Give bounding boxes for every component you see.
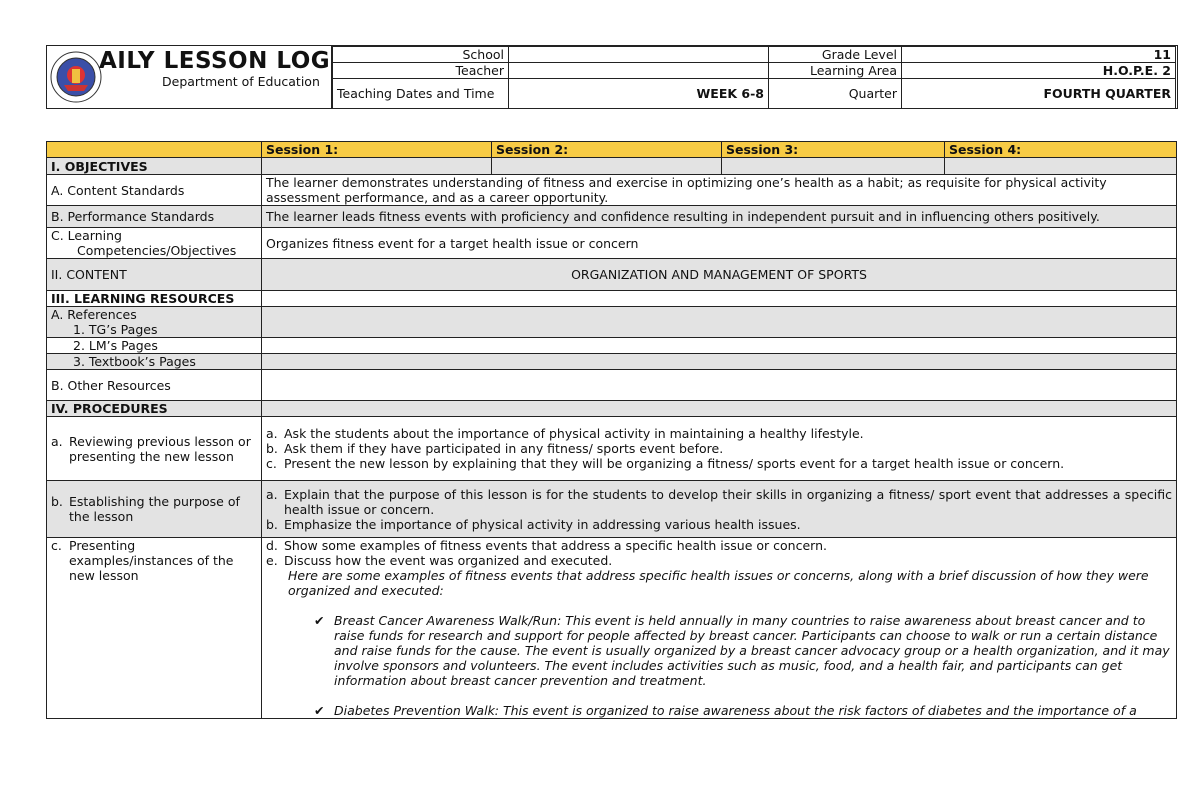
content-standards-text: The learner demonstrates understanding of fitness and exercise in optimizing one’s health as a habit; as requisite for physical activity assessment performance, and as a career opportunity. <box>262 175 1177 206</box>
lesson-log-table <box>46 141 1177 719</box>
other-resources-cell <box>262 370 1177 401</box>
session-header-row <box>47 142 1177 158</box>
purpose-item <box>266 487 1172 517</box>
content-standards-label: A. Content Standards <box>47 175 262 206</box>
tg-pages-label: 1. TG’s Pages <box>73 322 158 337</box>
presenting-label-marker: c. <box>51 538 62 553</box>
presenting-label <box>47 538 262 719</box>
objectives-cell-2 <box>492 158 722 175</box>
content-standards-row <box>47 175 1177 206</box>
header-title-block <box>47 46 332 108</box>
review-item-text: Ask them if they have participated in any fitness/ sports event before. <box>284 441 724 456</box>
purpose-label-marker: b. <box>51 494 63 509</box>
review-label-item <box>51 434 257 464</box>
purpose-item-text: Emphasize the importance of physical activity in addressing various health issues. <box>284 516 801 532</box>
lm-pages-row <box>47 338 1177 354</box>
presenting-item-text: Show some examples of fitness events that address a specific health issue or concern. <box>284 538 827 553</box>
performance-standards-row <box>47 206 1177 228</box>
content-label: II. CONTENT <box>47 259 262 291</box>
learning-resources-cell <box>262 291 1177 307</box>
department-name: Department of Education <box>162 74 320 89</box>
purpose-item <box>266 517 1172 532</box>
session-1-header: Session 1: <box>262 142 492 158</box>
presenting-item <box>266 538 1172 553</box>
review-item <box>266 426 1172 441</box>
purpose-item-marker: b. <box>266 516 278 532</box>
quarter-value: FOURTH QUARTER <box>902 79 1176 109</box>
review-item-text: Present the new lesson by explaining that they will be organizing a fitness/ sports event for a target health issue or concern. <box>284 456 1065 471</box>
presenting-item <box>266 553 1172 568</box>
purpose-label-text: Establishing the purpose of the lesson <box>69 494 240 524</box>
objectives-cell-1 <box>262 158 492 175</box>
school-value <box>509 47 769 63</box>
presenting-item-marker: d. <box>266 538 278 553</box>
example-spacer <box>266 688 1172 703</box>
procedures-heading: IV. PROCEDURES <box>47 401 262 417</box>
session-3-header: Session 3: <box>722 142 945 158</box>
objectives-cell-3 <box>722 158 945 175</box>
presenting-spacer <box>266 598 1172 613</box>
presenting-label-item <box>51 538 257 583</box>
performance-standards-text: The learner leads fitness events with proficiency and confidence resulting in independent pursuit and in influencing others positively. <box>262 206 1177 228</box>
content-text: ORGANIZATION AND MANAGEMENT OF SPORTS <box>262 259 1177 291</box>
textbook-pages-cell <box>262 354 1177 370</box>
objectives-row <box>47 158 1177 175</box>
objectives-heading: I. OBJECTIVES <box>47 158 262 175</box>
lesson-log-header <box>46 45 1178 109</box>
references-heading: A. References <box>51 307 137 322</box>
grade-level-value: 11 <box>902 47 1176 63</box>
purpose-items <box>262 481 1177 538</box>
competencies-label-line-2: Competencies/Objectives <box>77 243 237 258</box>
presenting-content <box>262 538 1177 719</box>
session-4-header: Session 4: <box>945 142 1177 158</box>
example-item <box>314 613 1172 688</box>
review-label-marker: a. <box>51 433 63 449</box>
session-header-blank <box>47 142 262 158</box>
review-item-text: Ask the students about the importance of physical activity in maintaining a healthy lifestyle. <box>284 426 864 441</box>
purpose-label <box>47 481 262 538</box>
performance-standards-label: B. Performance Standards <box>47 206 262 228</box>
teaching-dates-label: Teaching Dates and Time <box>333 79 509 109</box>
purpose-item-text: Explain that the purpose of this lesson is for the students to develop their skills in organizing a fitness/ sport event that addresses a specific health issue or concern. <box>284 486 1172 517</box>
example-item <box>314 703 1172 718</box>
teacher-label: Teacher <box>333 63 509 79</box>
purpose-item-marker: a. <box>266 486 278 502</box>
teacher-value <box>509 63 769 79</box>
purpose-label-item <box>51 494 257 524</box>
content-row <box>47 259 1177 291</box>
quarter-label: Quarter <box>769 79 902 109</box>
competencies-text: Organizes fitness event for a target health issue or concern <box>262 228 1177 259</box>
review-item-marker: c. <box>266 456 277 471</box>
lm-pages-label: 2. LM’s Pages <box>47 338 262 354</box>
deped-seal-icon <box>50 51 102 103</box>
learning-area-label: Learning Area <box>769 63 902 79</box>
competencies-label <box>47 228 262 259</box>
other-resources-row <box>47 370 1177 401</box>
presenting-label-text: Presenting examples/instances of the new lesson <box>69 538 234 583</box>
review-label-text: Reviewing previous lesson or presenting the new lesson <box>69 433 251 464</box>
objectives-cell-4 <box>945 158 1177 175</box>
review-item <box>266 441 1172 456</box>
presenting-item-marker: e. <box>266 553 278 568</box>
lesson-log-title: AILY LESSON LOG <box>99 48 331 74</box>
grade-level-label: Grade Level <box>769 47 902 63</box>
presenting-item-text: Discuss how the event was organized and executed. <box>284 553 613 568</box>
procedures-row <box>47 401 1177 417</box>
review-item <box>266 456 1172 471</box>
textbook-pages-row <box>47 354 1177 370</box>
references-label <box>47 307 262 338</box>
review-items <box>262 417 1177 481</box>
review-row <box>47 417 1177 481</box>
other-resources-label: B. Other Resources <box>47 370 262 401</box>
references-row <box>47 307 1177 338</box>
example-text: Diabetes Prevention Walk: This event is organized to raise awareness about the risk factors of diabetes and the importance of a <box>334 703 1137 718</box>
review-item-marker: b. <box>266 441 278 456</box>
session-2-header: Session 2: <box>492 142 722 158</box>
competencies-label-line-1: C. Learning <box>51 228 122 243</box>
presenting-row <box>47 538 1177 719</box>
review-item-marker: a. <box>266 426 278 441</box>
presenting-items <box>266 538 1172 568</box>
procedures-cell <box>262 401 1177 417</box>
presenting-intro: Here are some examples of fitness events that address specific health issues or concerns, along with a brief discussion of how they were organized and executed: <box>288 568 1149 598</box>
example-text: Breast Cancer Awareness Walk/Run: This event is held annually in many countries to raise awareness about breast cancer and to raise funds for research and support for people affected by breast cancer. Participants can choose to walk or run a certain distance and raise funds for the cause. The event is usually organized by a breast cancer advocacy group or a health organization, and it may involve sponsors and volunteers. The event includes activities such as music, food, and a health fair, and participants can get information about breast cancer prevention and treatment. <box>334 613 1170 688</box>
learning-area-value: H.O.P.E. 2 <box>902 63 1176 79</box>
checkmark-icon: ✔ <box>314 703 325 718</box>
lm-pages-cell <box>262 338 1177 354</box>
teaching-dates-value: WEEK 6-8 <box>509 79 769 109</box>
learning-resources-heading: III. LEARNING RESOURCES <box>47 291 262 307</box>
school-label: School <box>333 47 509 63</box>
checkmark-icon: ✔ <box>314 613 325 628</box>
header-info-table <box>332 46 1176 109</box>
competencies-row <box>47 228 1177 259</box>
review-label <box>47 417 262 481</box>
textbook-pages-label: 3. Textbook’s Pages <box>47 354 262 370</box>
learning-resources-row <box>47 291 1177 307</box>
purpose-row <box>47 481 1177 538</box>
references-cell <box>262 307 1177 338</box>
presenting-examples <box>266 613 1172 718</box>
